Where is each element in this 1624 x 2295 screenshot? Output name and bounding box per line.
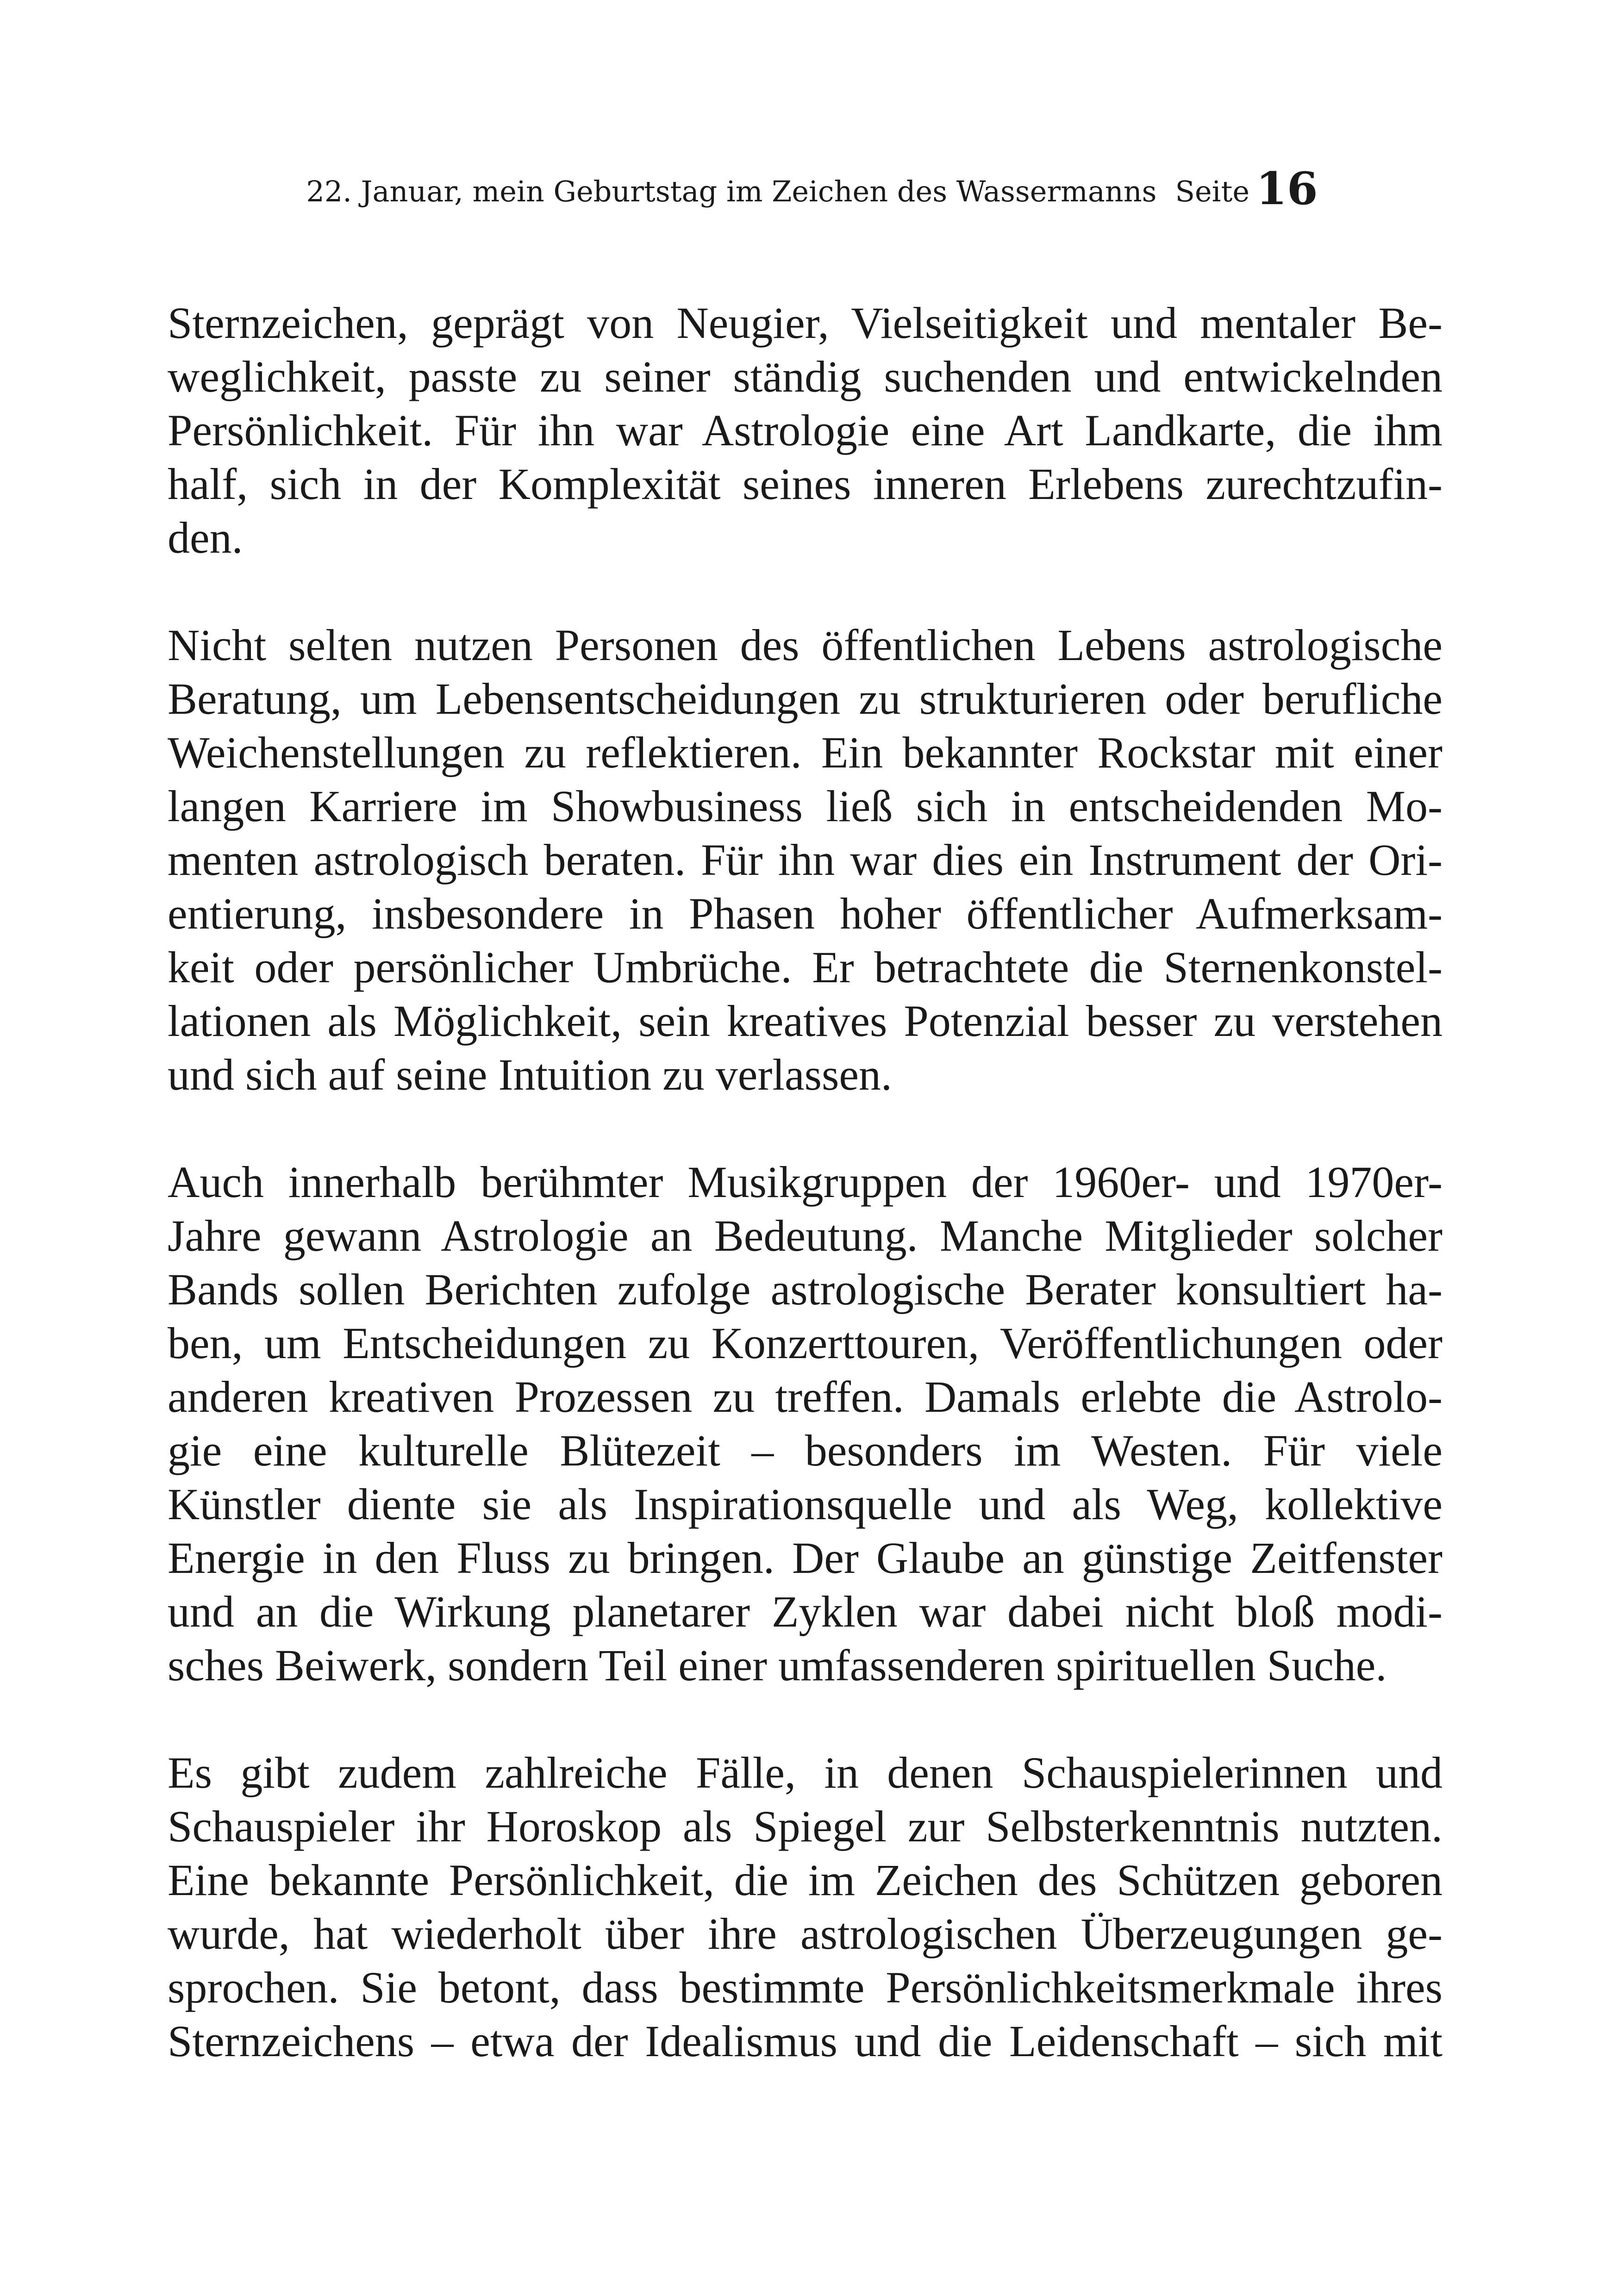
text-line: Sternzeichens – etwa der Idealismus und die Leidenschaft – sich mit [168, 2016, 1443, 2066]
text-line: keit oder persönlicher Umbrüche. Er betrachtete die Sternenkonstel- [168, 942, 1443, 992]
text-line: langen Karriere im Showbusiness ließ sich in entscheidenden Mo- [168, 781, 1443, 831]
text-line: und sich auf seine Intuition zu verlassen. [168, 1050, 892, 1099]
text-line: Bands sollen Berichten zufolge astrologische Berater konsultiert ha- [168, 1265, 1443, 1314]
text-line: Künstler diente sie als Inspirationsquelle und als Weg, kollektive [168, 1479, 1443, 1529]
text-line: ben, um Entscheidungen zu Konzerttouren, Veröffentlichungen oder [168, 1318, 1443, 1368]
paragraph [168, 296, 1443, 565]
text-line: Weichenstellungen zu reflektieren. Ein bekannter Rockstar mit einer [168, 728, 1443, 777]
text-line: sches Beiwerk, sondern Teil einer umfassenderen spirituellen Suche. [168, 1640, 1387, 1690]
running-title: 22. Januar, mein Geburtstag im Zeichen des Wassermanns [306, 175, 1157, 208]
text-line: den. [168, 513, 243, 562]
body-text [168, 296, 1443, 2122]
text-line: Jahre gewann Astrologie an Bedeutung. Manche Mitglieder solcher [168, 1211, 1443, 1260]
text-line: Auch innerhalb berühmter Musikgruppen der 1960er- und 1970er- [168, 1157, 1443, 1207]
text-line: Beratung, um Lebensentscheidungen zu strukturieren oder berufliche [168, 674, 1443, 723]
paragraph [168, 1746, 1443, 2068]
text-line: und an die Wirkung planetarer Zyklen war dabei nicht bloß modi- [168, 1587, 1443, 1636]
text-line: entierung, insbesondere in Phasen hoher öffentlicher Aufmerksam- [168, 889, 1443, 938]
page-label: Seite [1175, 175, 1250, 208]
text-line: Schauspieler ihr Horoskop als Spiegel zur Selbsterkenntnis nutzten. [168, 1802, 1443, 1851]
text-line: Nicht selten nutzen Personen des öffentlichen Lebens astrologische [168, 620, 1443, 670]
text-line: lationen als Möglichkeit, sein kreatives Potenzial besser zu verstehen [168, 996, 1443, 1046]
text-line: Energie in den Fluss zu bringen. Der Glaube an günstige Zeitfenster [168, 1533, 1443, 1583]
text-line: Eine bekannte Persönlichkeit, die im Zeichen des Schützen geboren [168, 1855, 1443, 1905]
text-line: weglichkeit, passte zu seiner ständig suchenden und entwickelnden [168, 352, 1443, 401]
page-number: 16 [1256, 162, 1318, 215]
text-line: anderen kreativen Prozessen zu treffen. Damals erlebte die Astrolo- [168, 1372, 1443, 1422]
text-line: gie eine kulturelle Blütezeit – besonders im Westen. Für viele [168, 1426, 1443, 1475]
text-line: wurde, hat wiederholt über ihre astrologischen Überzeugungen ge- [168, 1909, 1443, 1958]
text-line: sprochen. Sie betont, dass bestimmte Persönlichkeitsmerkmale ihres [168, 1963, 1443, 2012]
text-line: Es gibt zudem zahlreiche Fälle, in denen Schauspielerinnen und [168, 1748, 1443, 1797]
text-line: Persönlichkeit. Für ihn war Astrologie eine Art Landkarte, die ihm [168, 405, 1443, 455]
running-header [0, 162, 1624, 215]
text-line: menten astrologisch beraten. Für ihn war dies ein Instrument der Ori- [168, 835, 1443, 885]
text-line: Sternzeichen, geprägt von Neugier, Vielseitigkeit und mentaler Be- [168, 298, 1443, 348]
text-line: half, sich in der Komplexität seines inneren Erlebens zurechtzufin- [168, 459, 1443, 509]
paragraph [168, 1155, 1443, 1692]
paragraph [168, 618, 1443, 1102]
